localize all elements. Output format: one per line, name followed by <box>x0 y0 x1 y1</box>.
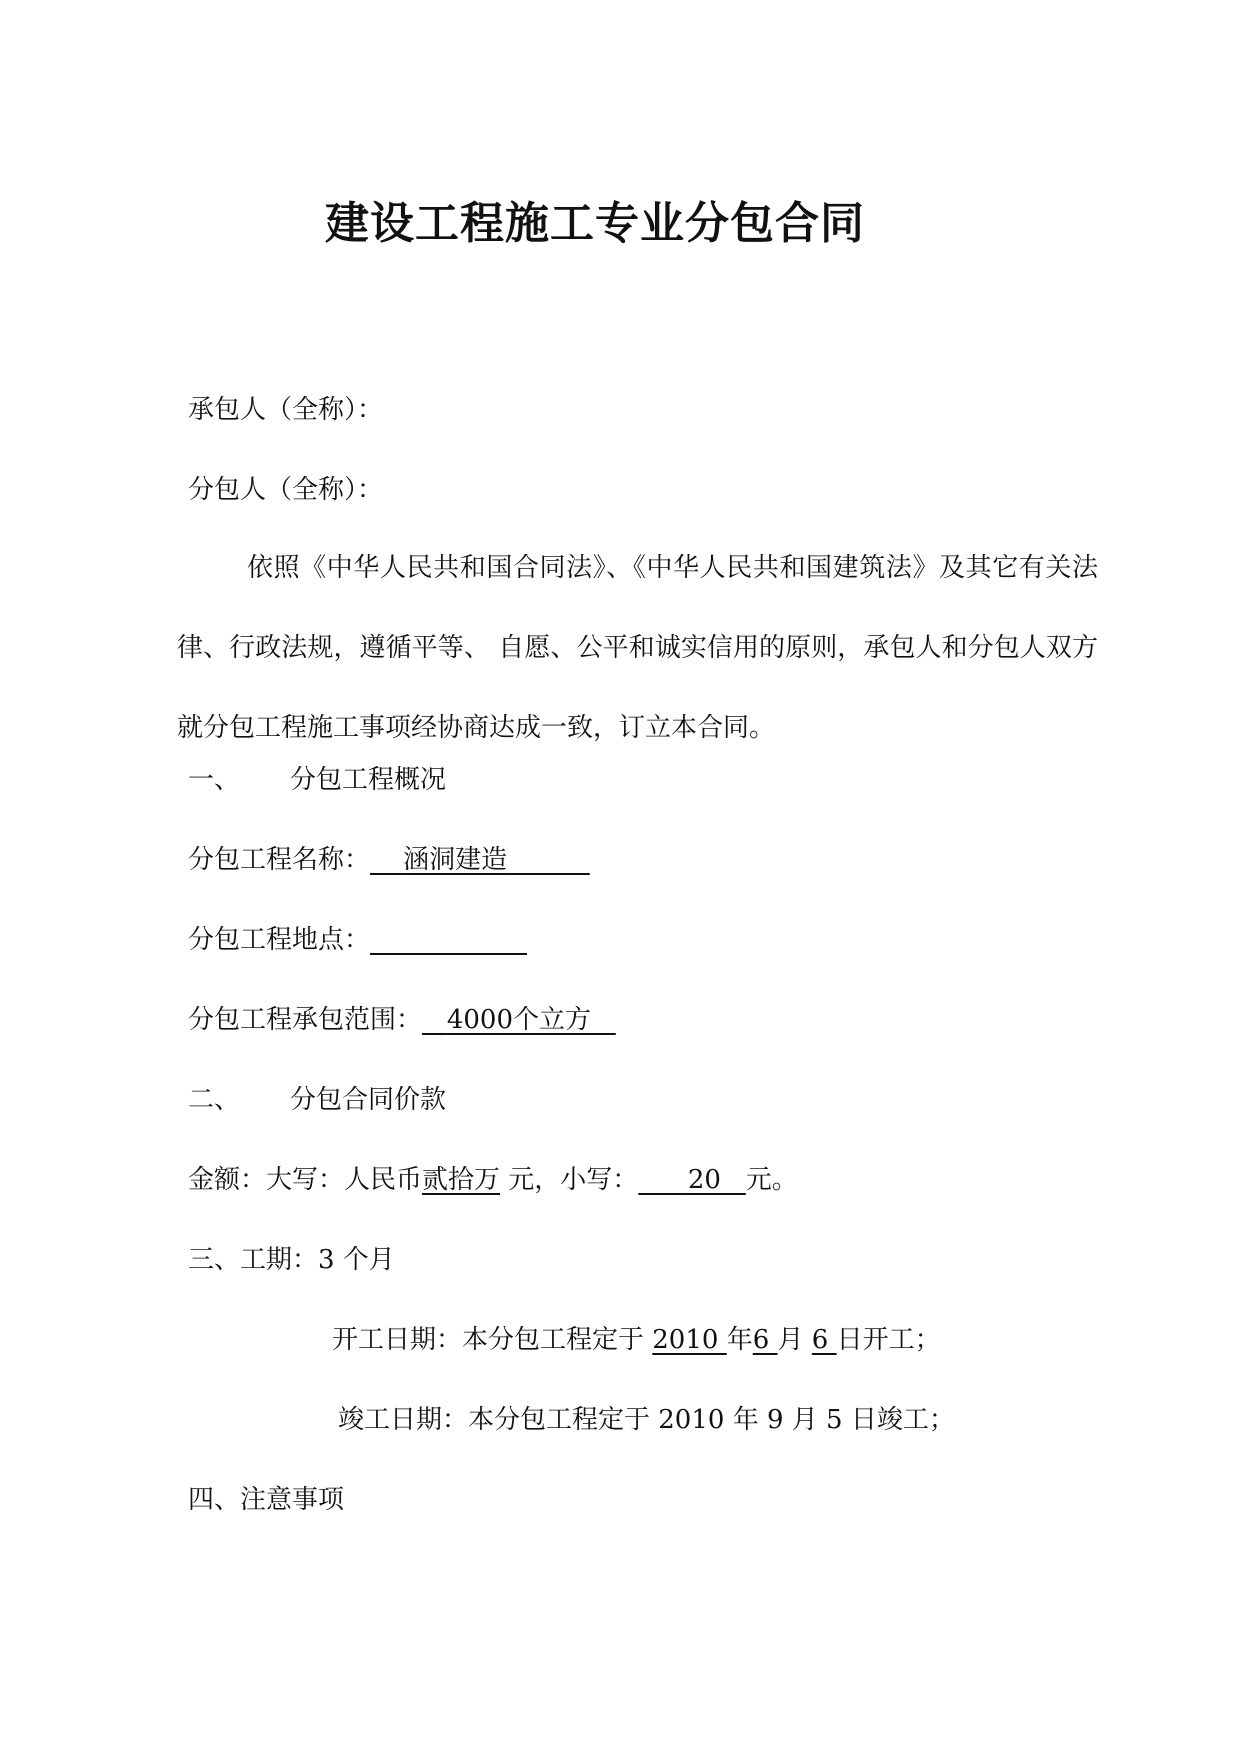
project-name-value: 涵洞建造 <box>403 845 508 875</box>
document-title: 建设工程施工专业分包合同 <box>325 198 865 249</box>
preamble-paragraph: 依照《中华人民共和国合同法》、《中华人民共和国建筑法》及其它有关法律、行政法规，遵循平等、 自愿、公平和诚实信用的原则，承包人和分包人双方就分包工程施工事项经协商达成一致，订立本合同。 <box>177 553 1098 743</box>
project-scope-line <box>188 1002 616 1038</box>
project-scope-label: 分包工程承包范围： <box>188 1005 423 1035</box>
project-scope-value: 4000个立方 <box>446 1005 591 1035</box>
subcontractor-line <box>188 472 383 508</box>
project-name-line <box>188 842 590 878</box>
section-4-heading: 四、注意事项 <box>188 1485 345 1515</box>
project-location-label: 分包工程地点： <box>188 925 371 955</box>
amount-words-value: 贰拾万 <box>422 1165 501 1195</box>
section-1-heading: 一、 分包工程概况 <box>188 765 447 795</box>
amount-figures-value: 20 <box>687 1165 721 1195</box>
start-date-line: 开工日期：本分包工程定于 2010 年6 月 6 日开工； <box>332 1325 941 1355</box>
completion-date-line: 竣工日期：本分包工程定于 2010 年 9 月 5 日竣工； <box>338 1405 955 1435</box>
section-3-heading: 三、工期：3 个月 <box>188 1245 395 1275</box>
project-name-label: 分包工程名称： <box>188 845 371 875</box>
contractor-label: 承包人（全称）： <box>188 395 384 425</box>
subcontractor-label: 分包人（全称）： <box>188 475 384 505</box>
amount-line: 金额：大写：人民币贰拾万 元，小写： 20 元。 <box>188 1165 798 1195</box>
project-location-value <box>370 925 527 955</box>
amount-label: 金额：大写：人民币 <box>188 1165 423 1195</box>
project-location-line <box>188 922 527 958</box>
section-2-heading: 二、 分包合同价款 <box>188 1085 447 1115</box>
contractor-line <box>188 392 383 428</box>
